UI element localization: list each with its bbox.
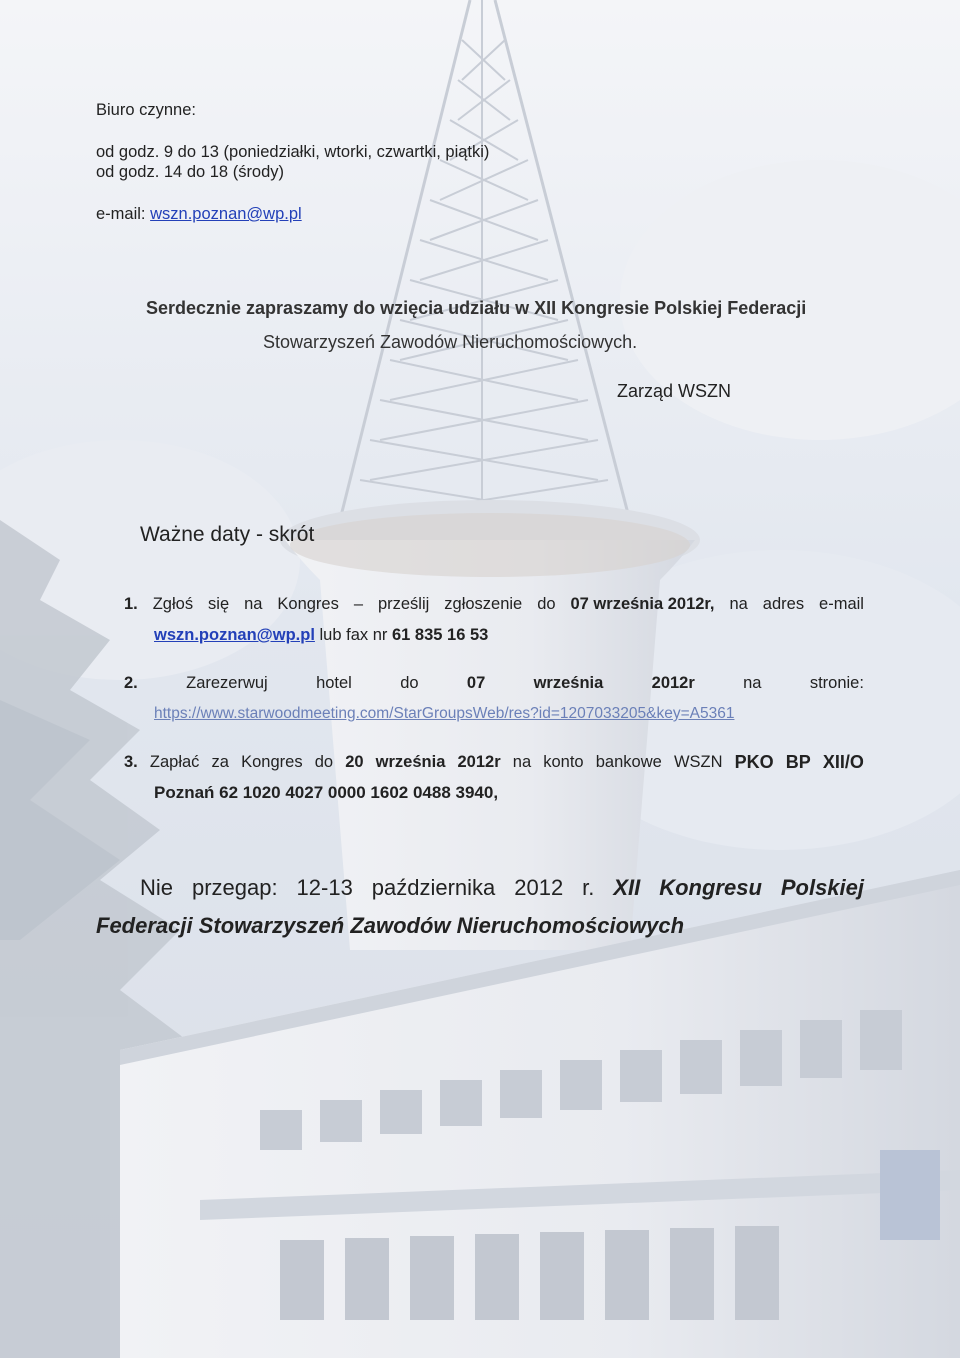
date-item-3-line-1 <box>124 752 864 772</box>
item-word: Zgłoś <box>152 595 194 613</box>
email-label: e-mail: <box>96 205 146 223</box>
office-email-line <box>96 204 302 224</box>
item-word: na <box>729 595 748 613</box>
hotel-booking-link[interactable]: https://www.starwoodmeeting.com/StarGroupsWeb/res?id=1207033205&key=A5361 <box>154 705 735 722</box>
bank-branch: XII/O <box>822 752 864 772</box>
payment-deadline-year: 2012r <box>457 753 501 771</box>
fax-number: 61 835 16 53 <box>391 626 489 644</box>
item-word: do <box>400 674 419 692</box>
dates-heading: Ważne daty - skrót <box>140 523 315 546</box>
congress-year: 2012 <box>514 875 564 900</box>
item-word: Kongres <box>241 753 303 771</box>
email-link[interactable]: wszn.poznan@wp.pl <box>150 205 302 223</box>
congress-month: października <box>371 875 496 900</box>
fax-label: lub fax nr <box>319 626 388 644</box>
item-word: prześlij <box>377 595 430 613</box>
invitation-line-2: Stowarzyszeń Zawodów Nieruchomościowych. <box>263 332 638 352</box>
footer-word: przegap: <box>191 875 278 900</box>
registration-deadline: 07 września 2012r, <box>570 595 715 613</box>
registration-email-link[interactable]: wszn.poznan@wp.pl <box>154 626 315 644</box>
item-word: zgłoszenie <box>444 595 523 613</box>
invitation-line-1: Serdecznie zapraszamy do wzięcia udziału w XII Kongresie Polskiej Federacji <box>146 298 807 318</box>
hotel-deadline-month: września <box>533 674 604 692</box>
item-word: za <box>211 753 229 771</box>
footer-word: Nie <box>140 875 174 900</box>
date-item-1-line-2 <box>154 625 488 645</box>
item-word: stronie: <box>809 674 864 692</box>
invitation-signature: Zarząd WSZN <box>617 381 732 401</box>
item-word: do <box>537 595 556 613</box>
item-word: Kongres <box>277 595 339 613</box>
item-word: na <box>512 753 532 771</box>
office-hours-wednesday: od godz. 14 do 18 (środy) <box>96 163 285 181</box>
hotel-deadline-year: 2012r <box>651 674 695 692</box>
item-word: Zarezerwuj <box>186 674 268 692</box>
congress-name-word: XII <box>613 875 641 900</box>
date-item-1-line-1 <box>124 594 864 614</box>
item-number: 2. <box>124 674 138 692</box>
office-title: Biuro czynne: <box>96 101 196 119</box>
date-item-2-line-1 <box>124 673 864 693</box>
hotel-deadline-day: 07 <box>466 674 486 692</box>
item-word: konto <box>543 753 584 771</box>
congress-name-word: Kongresu <box>659 875 762 900</box>
office-hours-weekdays: od godz. 9 do 13 (poniedziałki, wtorki, czwartki, piątki) <box>96 143 490 161</box>
payment-deadline-month: września <box>375 753 446 771</box>
footer-word: r. <box>582 875 595 900</box>
item-word: – <box>353 595 363 613</box>
item-word: na <box>244 595 263 613</box>
item-word: Zapłać <box>149 753 200 771</box>
congress-dates: 12-13 <box>296 875 353 900</box>
bank-account-number: Poznań 62 1020 4027 0000 1602 0488 3940, <box>154 783 499 802</box>
congress-name-word: Polskiej <box>780 875 864 900</box>
item-word: adres <box>762 595 805 613</box>
item-word: do <box>314 753 334 771</box>
footer-line-1 <box>140 874 864 902</box>
item-word: bankowe <box>595 753 662 771</box>
item-word: e-mail <box>819 595 864 613</box>
item-word: się <box>208 595 230 613</box>
item-word: na <box>743 674 762 692</box>
footer-line-2: Federacji Stowarzyszeń Zawodów Nieruchomościowych <box>96 913 685 938</box>
item-word: WSZN <box>673 753 723 771</box>
item-word: hotel <box>316 674 352 692</box>
payment-deadline-day: 20 <box>345 753 364 771</box>
item-number: 3. <box>124 753 138 771</box>
bank-name-word: PKO <box>734 752 774 772</box>
item-number: 1. <box>124 595 138 613</box>
bank-name-word: BP <box>785 752 811 772</box>
